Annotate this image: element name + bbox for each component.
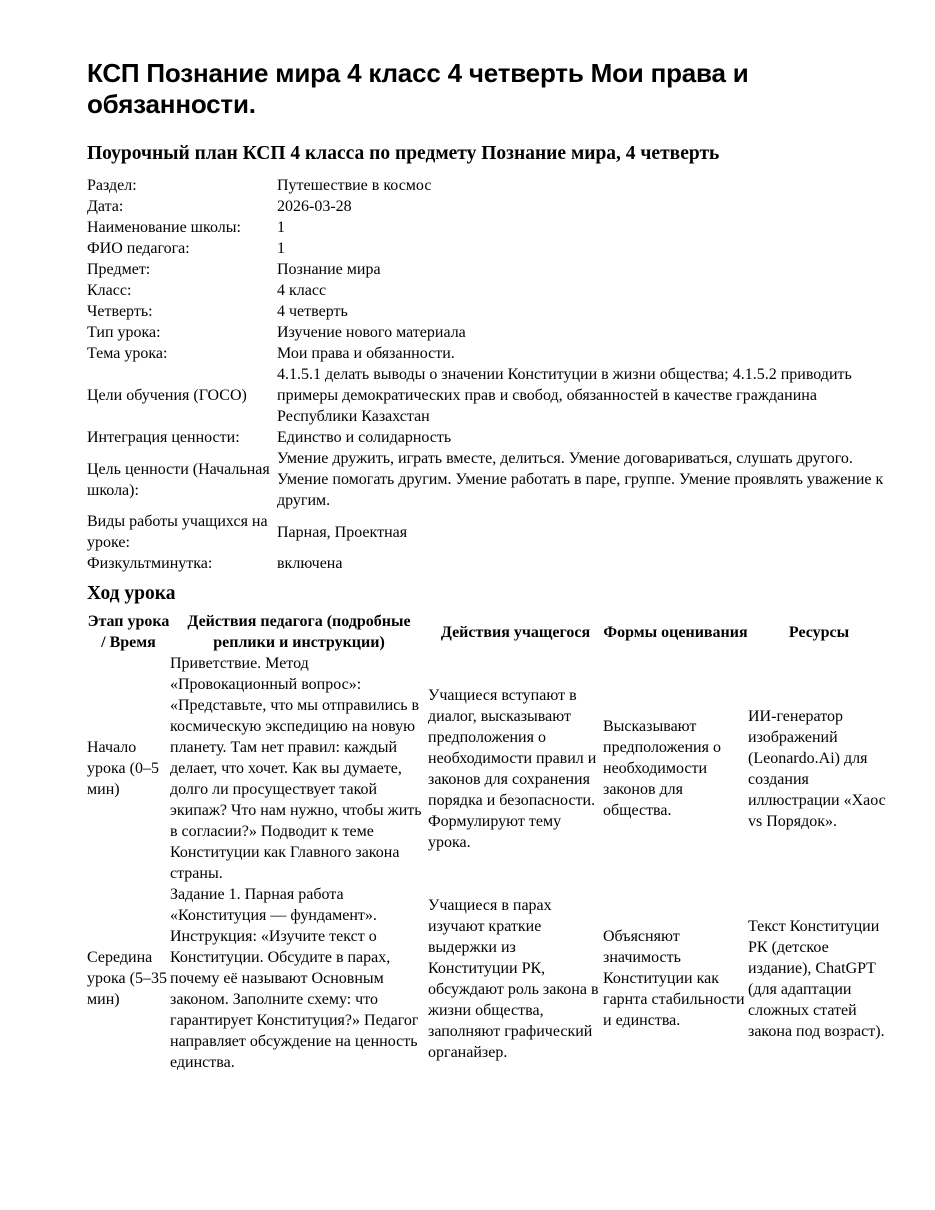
info-row-value-goal (87, 448, 890, 511)
info-label: Тип урока: (87, 324, 161, 341)
info-row-quarter (87, 301, 890, 322)
resources-cell: ИИ-генератор изображений (Leonardo.Ai) для создания иллюстрации «Хаос vs Порядок». (748, 707, 886, 830)
column-header-teacher-actions: Действия педагога (подробные реплики и инструкции) (187, 613, 411, 651)
info-value: 1 (277, 240, 285, 257)
document-page (87, 58, 890, 1073)
info-value: Изучение нового материала (277, 324, 466, 341)
info-row-lesson-type (87, 322, 890, 343)
info-label: Класс: (87, 282, 132, 299)
info-row-date (87, 196, 890, 217)
document-subtitle: Поурочный план КСП 4 класса по предмету Познание мира, 4 четверть (87, 143, 720, 164)
document-title: КСП Познание мира 4 класс 4 четверть Мои права и обязанности. (87, 58, 749, 119)
info-label: ФИО педагога: (87, 240, 190, 257)
info-value: 2026-03-28 (277, 198, 352, 215)
info-value: 4 класс (277, 282, 327, 299)
assessment-cell: Объясняют значимость Конституции как гарнта стабильности и единства. (603, 928, 745, 1029)
student-actions-cell: Учащиеся в парах изучают краткие выдержки из Конституции РК, обсуждают роль закона в жизни общества, заполняют графический органайзер. (428, 896, 599, 1061)
info-label: Дата: (87, 198, 124, 215)
stage-cell: Середина урока (5–35 мин) (87, 949, 167, 1008)
info-label: Раздел: (87, 177, 137, 194)
info-value: 1 (277, 219, 285, 236)
info-label: Физкультминутка: (87, 555, 213, 572)
info-value: Умение дружить, играть вместе, делиться. Умение договариваться, слушать другого. Умение помогать другим. Умение работать в паре, группе. Умение проявлять уважение к другим. (277, 450, 884, 509)
info-row-section (87, 175, 890, 196)
info-label: Интеграция ценности: (87, 429, 240, 446)
info-value: 4 четверть (277, 303, 348, 320)
info-row-teacher (87, 238, 890, 259)
lesson-flow-heading: Ход урока (87, 583, 176, 604)
info-value: Путешествие в космос (277, 177, 432, 194)
stage-cell: Начало урока (0–5 мин) (87, 739, 159, 798)
info-label: Наименование школы: (87, 219, 241, 236)
table-row (87, 653, 890, 884)
info-value: Парная, Проектная (277, 523, 408, 541)
info-label: Цель ценности (Начальная школа): (87, 460, 270, 499)
info-label: Четверть: (87, 303, 153, 320)
column-header-resources: Ресурсы (788, 623, 850, 641)
info-row-subject (87, 259, 890, 280)
info-value: включена (277, 555, 343, 572)
info-value: 4.1.5.1 делать выводы о значении Конституции в жизни общества; 4.1.5.2 приводить примеры демократических прав и свобод, обязанностей в качестве гражданина Республики Казахстан (277, 366, 852, 425)
column-header-assessment: Формы оценивания (603, 623, 748, 641)
info-row-physical-break (87, 553, 890, 574)
info-value: Познание мира (277, 261, 381, 278)
student-actions-cell: Учащиеся вступают в диалог, высказывают предположения о необходимости правил и законов для сохранения порядка и безопасности. Формулируют тему урока. (428, 686, 597, 851)
info-row-work-types (87, 511, 890, 553)
teacher-actions-cell: Приветствие. Метод «Провокационный вопрос»: «Представьте, что мы отправились в космическую экспедицию на новую планету. Там нет правил: каждый делает, что хочет. Как вы думаете, долго ли просуществует такой экипаж? Что нам нужно, чтобы жить в согласии?» Подводит к теме Конституции как Главного закона страны. (170, 655, 422, 882)
info-label: Предмет: (87, 261, 151, 278)
lesson-flow-table (87, 611, 890, 1073)
table-row (87, 884, 890, 1073)
info-label: Цели обучения (ГОСО) (87, 387, 247, 404)
assessment-cell: Высказывают предположения о необходимости законов для общества. (603, 718, 721, 819)
lesson-info-table (87, 175, 890, 574)
info-row-learning-goals (87, 364, 890, 427)
lesson-table-header (87, 611, 890, 653)
info-value: Единство и солидарность (277, 429, 452, 446)
column-header-student-actions: Действия учащегося (440, 623, 591, 641)
info-row-school (87, 217, 890, 238)
info-row-value-integration (87, 427, 890, 448)
teacher-actions-cell: Задание 1. Парная работа «Конституция — фундамент». Инструкция: «Изучите текст о Конституции. Обсудите в парах, почему её называют Основным законом. Заполните схему: что гарантирует Конституция?» Педагог направляет обсуждение на ценность единства. (170, 886, 419, 1071)
info-value: Мои права и обязанности. (277, 345, 455, 362)
resources-cell: Текст Конституции РК (детское издание), ChatGPT (для адаптации сложных статей закона под возраст). (748, 917, 885, 1040)
info-label: Тема урока: (87, 345, 168, 362)
info-label: Виды работы учащихся на уроке: (87, 513, 268, 551)
column-header-stage: Этап урока / Время (87, 613, 170, 651)
info-row-topic (87, 343, 890, 364)
info-row-grade (87, 280, 890, 301)
